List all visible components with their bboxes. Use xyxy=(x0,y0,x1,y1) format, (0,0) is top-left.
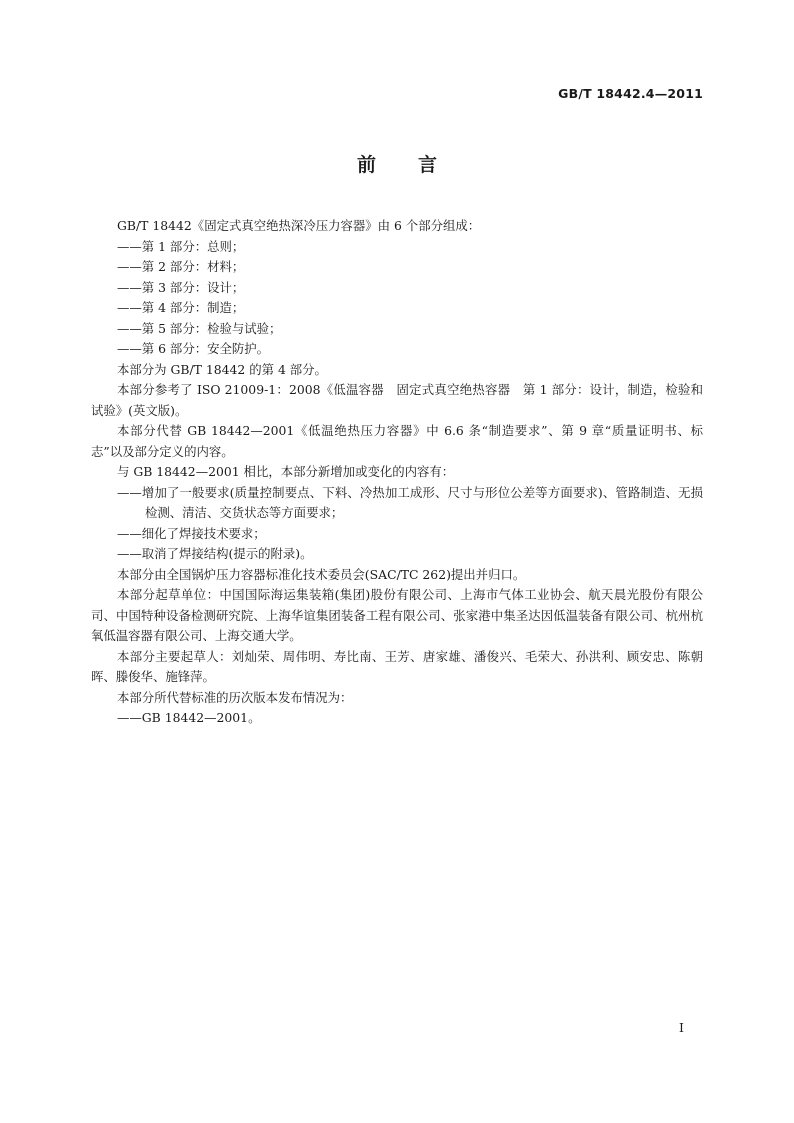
list-item-change-added: ——增加了一般要求(质量控制要点、下料、冷热加工成形、尺寸与形位公差等方面要求)、管路制造、无损检测、清洁、交货状态等方面要求； xyxy=(117,484,703,520)
paragraph-composition: GB/T 18442《固定式真空绝热深冷压力容器》由 6 个部分组成： xyxy=(117,218,481,233)
list-item-part-3: ——第 3 部分：设计； xyxy=(117,279,245,295)
paragraph-proposer: 本部分由全国锅炉压力容器标准化技术委员会(SAC/TC 262)提出并归口。 xyxy=(117,566,526,582)
paragraph-part-statement: 本部分为 GB/T 18442 的第 4 部分。 xyxy=(117,361,327,377)
preface-body xyxy=(91,216,703,729)
list-item-part-6: ——第 6 部分：安全防护。 xyxy=(117,341,270,356)
page-title: 前言 xyxy=(356,154,479,176)
paragraph-drafting-units: 本部分起草单位：中国国际海运集装箱(集团)股份有限公司、上海市气体工业协会、航天晨光股份有限公司、中国特种设备检测研究院、上海华谊集团装备工程有限公司、张家港中集圣达因低温装备有限公司、杭州杭氧低温容器有限公司、上海交通大学。 xyxy=(91,587,703,643)
list-item-part-4: ——第 4 部分：制造； xyxy=(117,300,245,315)
paragraph-replacement: 本部分代替 GB 18442—2001《低温绝热压力容器》中 6.6 条“制造要求”、第 9 章“质量证明书、标志”以及部分定义的内容。 xyxy=(91,423,703,459)
page-number: I xyxy=(679,1020,684,1035)
paragraph-changes-intro: 与 GB 18442—2001 相比，本部分新增加或变化的内容有： xyxy=(117,464,455,479)
list-item-part-2: ——第 2 部分：材料； xyxy=(117,259,245,274)
paragraph-history-intro: 本部分所代替标准的历次版本发布情况为： xyxy=(117,689,353,705)
paragraph-drafters: 本部分主要起草人：刘灿荣、周伟明、寿比南、王芳、唐家雄、潘俊兴、毛荣大、孙洪利、顾安忠、陈朝晖、滕俊华、施锋萍。 xyxy=(91,648,703,684)
paragraph-reference: 本部分参考了 ISO 21009-1：2008《低温容器 固定式真空绝热容器 第 1 部分：设计，制造，检验和试验》(英文版)。 xyxy=(91,382,703,418)
standard-code: GB/T 18442.4—2011 xyxy=(558,86,703,101)
list-item-change-removed: ——取消了焊接结构(提示的附录)。 xyxy=(117,546,313,561)
list-item-part-5: ——第 5 部分：检验与试验； xyxy=(117,320,282,336)
list-item-change-refined: ——细化了焊接技术要求； xyxy=(117,525,266,541)
list-item-history: ——GB 18442—2001。 xyxy=(117,710,261,725)
list-item-part-1: ——第 1 部分：总则； xyxy=(117,238,245,254)
